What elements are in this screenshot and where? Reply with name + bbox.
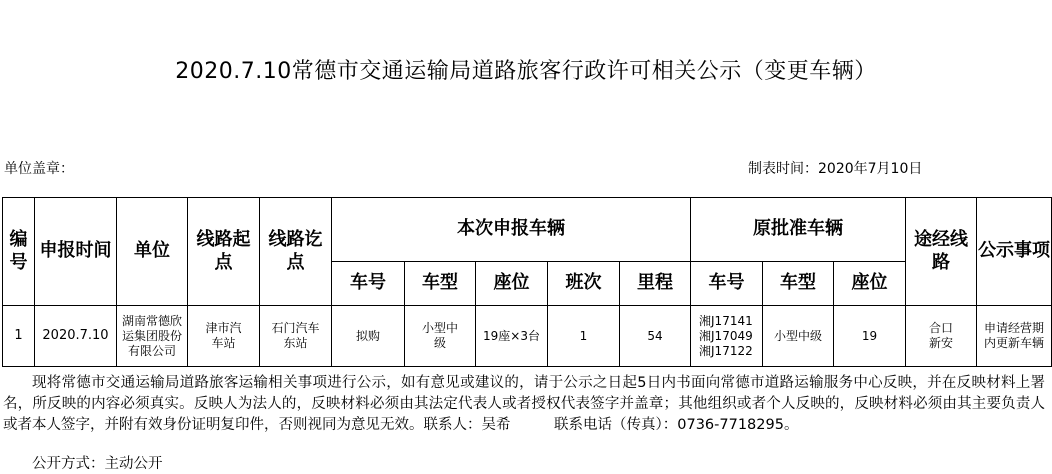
cell-route-start: 津市汽车站: [188, 306, 260, 367]
table-row: [3, 306, 1052, 367]
cell-unit: 湖南常德欣运集团股份有限公司: [117, 306, 188, 367]
cell-no: 1: [3, 306, 35, 367]
cell-current-trips: 1: [548, 306, 620, 367]
cell-original-plates: [691, 306, 763, 367]
table-date-label: 制表时间：2020年7月10日: [748, 161, 923, 177]
cell-original-seats: 19: [834, 306, 906, 367]
original-plate-1: 湘J17141: [699, 313, 753, 328]
header-via-route: 途经线路: [906, 198, 977, 306]
cell-current-seats: 19座×3台: [476, 306, 548, 367]
header-route-end: 线路讫点: [260, 198, 332, 306]
cell-route-end: 石门汽车东站: [260, 306, 332, 367]
unit-seal-label: 单位盖章：: [4, 161, 74, 177]
header-current-plate: 车号: [332, 262, 405, 306]
header-unit: 单位: [117, 198, 188, 306]
header-report-time: 申报时间: [35, 198, 117, 306]
original-plate-3: 湘J17122: [699, 343, 753, 358]
header-original-vehicles: 原批准车辆: [691, 198, 906, 262]
header-original-seats: 座位: [834, 262, 906, 306]
cell-report-time: 2020.7.10: [35, 306, 117, 367]
header-route-start: 线路起点: [188, 198, 260, 306]
header-original-type: 车型: [763, 262, 834, 306]
header-current-trips: 班次: [548, 262, 620, 306]
header-original-plate: 车号: [691, 262, 763, 306]
page-title: 2020.7.10常德市交通运输局道路旅客行政许可相关公示（变更车辆）: [175, 59, 877, 84]
cell-current-type: 小型中级: [405, 306, 476, 367]
cell-current-mileage: 54: [620, 306, 691, 367]
cell-via-route: 合口新安: [906, 306, 977, 367]
header-notice-item: 公示事项: [977, 198, 1052, 306]
permit-table: [2, 197, 1052, 367]
header-no: 编号: [3, 198, 35, 306]
cell-original-type: 小型中级: [763, 306, 834, 367]
notice-paragraph: 现将常德市交通运输局道路旅客运输相关事项进行公示，如有意见或建议的，请于公示之日起5日内书面向常德市道路运输服务中心反映，并在反映材料上署名，所反映的内容必须真实。反映人为法人的，反映材料必须由其法定代表人或者授权代表签字并盖章；其他组织或者个人反映的，反映材料必须由其主要负责人或者本人签字，并附有效身份证明复印件，否则视同为意见无效。联系人：吴希 联系电话（传真）：0736-7718295。: [3, 375, 1045, 433]
original-plate-2: 湘J17049: [699, 328, 753, 343]
header-current-mileage: 里程: [620, 262, 691, 306]
publish-method: 公开方式：主动公开: [32, 456, 163, 472]
header-current-vehicles: 本次申报车辆: [332, 198, 691, 262]
cell-notice-item: 申请经营期内更新车辆: [977, 306, 1052, 367]
notice-text: [3, 373, 1045, 436]
header-current-seats: 座位: [476, 262, 548, 306]
cell-current-plate: 拟购: [332, 306, 405, 367]
header-current-type: 车型: [405, 262, 476, 306]
